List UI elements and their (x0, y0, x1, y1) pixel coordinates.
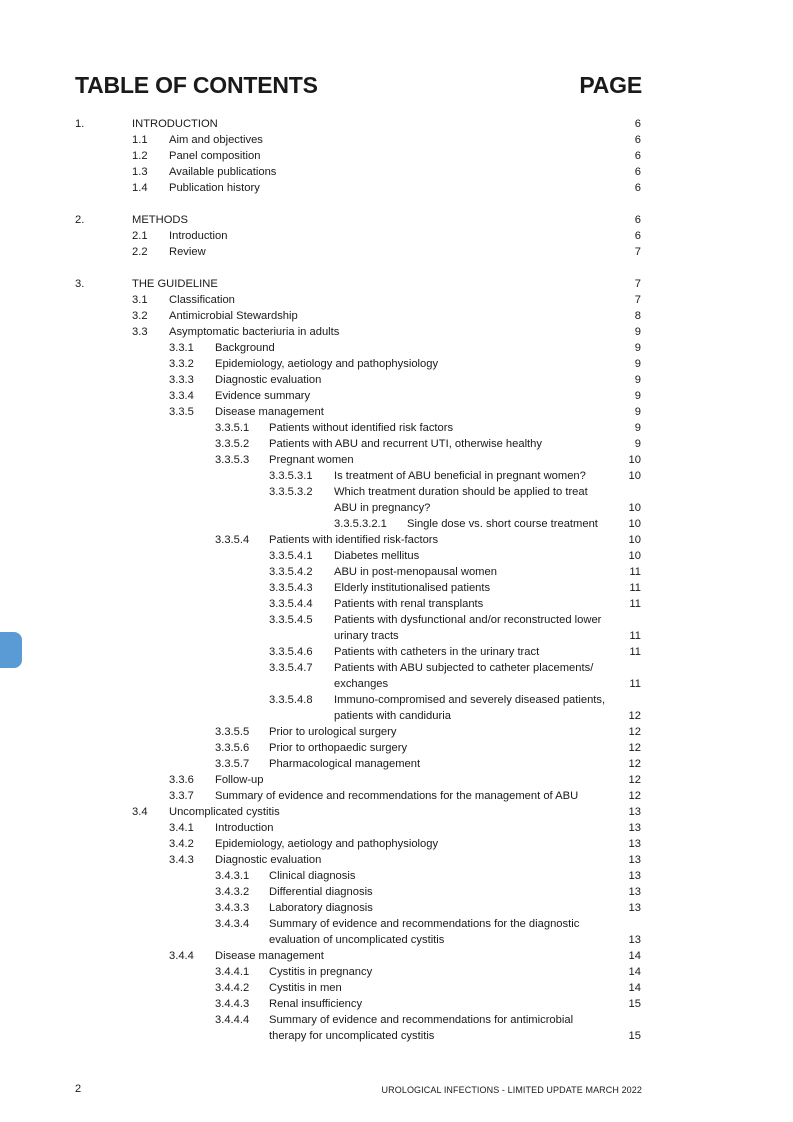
toc-entry-number: 3.4.2 (169, 838, 194, 850)
toc-entry-number: 1.4 (132, 182, 148, 194)
toc-entry[interactable] (0, 996, 793, 1012)
toc-entry-page: 15 (628, 998, 641, 1010)
toc-entry-number: 3.3.5.3.2.1 (334, 518, 387, 530)
toc-entry-number: 3.3.5.4 (215, 534, 250, 546)
toc-entry[interactable] (0, 452, 793, 468)
toc-entry[interactable] (0, 868, 793, 884)
toc-entry-number: 3.4.3.1 (215, 870, 250, 882)
toc-entry[interactable] (0, 628, 793, 644)
toc-entry-page: 9 (634, 406, 641, 418)
toc-entry-number: 3.4.1 (169, 822, 194, 834)
toc-entry-number: 3.3.5 (169, 406, 194, 418)
toc-entry-title: Prior to orthopaedic surgery (269, 742, 408, 754)
toc-entry[interactable] (0, 660, 793, 676)
toc-entry-title: INTRODUCTION (132, 118, 218, 130)
toc-entry-title: Introduction (215, 822, 274, 834)
toc-entry-page: 9 (634, 326, 641, 338)
toc-entry[interactable] (0, 356, 793, 372)
toc-entry[interactable] (0, 980, 793, 996)
toc-entry[interactable] (0, 596, 793, 612)
toc-entry-title: Patients with renal transplants (334, 598, 484, 610)
toc-entry-number: 3.3.6 (169, 774, 194, 786)
toc-entry[interactable] (0, 740, 793, 756)
toc-entry-title: Aim and objectives (169, 134, 263, 146)
toc-entry-page: 8 (634, 310, 641, 322)
toc-entry-title: Diabetes mellitus (334, 550, 420, 562)
toc-entry-page: 12 (628, 774, 641, 786)
toc-entry-page: 13 (628, 870, 641, 882)
toc-entry-title: Patients with ABU subjected to catheter placements/ (334, 662, 594, 674)
toc-entry[interactable] (0, 516, 793, 532)
toc-entry-title: Epidemiology, aetiology and pathophysiology (215, 358, 439, 370)
toc-entry-number: 3.3.5.4.7 (269, 662, 313, 674)
toc-entry[interactable] (0, 820, 793, 836)
toc-entry-number: 3.3.5.3 (215, 454, 250, 466)
toc-entry-page: 7 (634, 294, 641, 306)
toc-entry[interactable] (0, 644, 793, 660)
toc-entry[interactable] (0, 804, 793, 820)
toc-entry[interactable] (0, 308, 793, 324)
toc-entry-number: 3.4.3 (169, 854, 194, 866)
toc-entry-number: 1.2 (132, 150, 148, 162)
toc-entry-page: 9 (634, 438, 641, 450)
toc-entry[interactable] (0, 148, 793, 164)
toc-entry-number: 3.1 (132, 294, 148, 306)
toc-entry-title: Differential diagnosis (269, 886, 373, 898)
toc-entry-title: exchanges (334, 678, 389, 690)
toc-entry[interactable] (0, 724, 793, 740)
toc-entry-page: 7 (634, 246, 641, 258)
toc-entry-page: 11 (629, 566, 641, 578)
toc-entry-title: Patients with identified risk-factors (269, 534, 439, 546)
toc-entry-title: patients with candiduria (334, 710, 451, 722)
toc-entry-number: 3.3.5.4.6 (269, 646, 313, 658)
toc-entry-number: 2. (75, 214, 85, 226)
toc-entry-number: 3.4 (132, 806, 148, 818)
toc-entry-title: Introduction (169, 230, 228, 242)
toc-entry-title: Pharmacological management (269, 758, 421, 770)
toc-entry-title: Follow-up (215, 774, 264, 786)
toc-entry-title: Patients with ABU and recurrent UTI, otherwise healthy (269, 438, 542, 450)
toc-entry[interactable] (0, 932, 793, 948)
toc-entry-number: 3.3.5.4.1 (269, 550, 313, 562)
toc-entry[interactable] (0, 580, 793, 596)
footer-page-number: 2 (75, 1083, 82, 1095)
page-column-heading: PAGE (579, 72, 642, 98)
toc-entry-title: Summary of evidence and recommendations for the diagnostic (269, 918, 580, 930)
toc-entry-number: 3.3 (132, 326, 148, 338)
toc-entry[interactable] (0, 212, 793, 228)
toc-entry-number: 2.1 (132, 230, 148, 242)
toc-entry-page: 9 (634, 374, 641, 386)
toc-entry-page: 7 (634, 278, 641, 290)
toc-entry[interactable] (0, 340, 793, 356)
toc-entry-page: 10 (628, 534, 641, 546)
toc-entry-page: 13 (628, 902, 641, 914)
toc-entry[interactable] (0, 836, 793, 852)
toc-entry-page: 13 (628, 806, 641, 818)
toc-entry-title: urinary tracts (334, 630, 399, 642)
toc-entry-number: 3.3.5.7 (215, 758, 250, 770)
toc-entry-number: 3.3.5.4.2 (269, 566, 313, 578)
toc-entry-page: 6 (634, 230, 641, 242)
toc-entry-title: Prior to urological surgery (269, 726, 397, 738)
toc-entry-page: 6 (634, 150, 641, 162)
toc-entry-page: 6 (634, 182, 641, 194)
toc-entry-page: 12 (628, 758, 641, 770)
toc-entry[interactable] (0, 948, 793, 964)
toc-entry-number: 3.3.5.2 (215, 438, 250, 450)
toc-entry-page: 6 (634, 214, 641, 226)
toc-entry-title: Cystitis in men (269, 982, 342, 994)
toc-entry[interactable] (0, 788, 793, 804)
toc-entry-title: METHODS (132, 214, 188, 226)
toc-entry[interactable] (0, 964, 793, 980)
toc-entry-number: 3.4.3.4 (215, 918, 250, 930)
toc-entry-page: 9 (634, 422, 641, 434)
toc-entry[interactable] (0, 324, 793, 340)
toc-entry-title: Evidence summary (215, 390, 311, 402)
toc-entry[interactable] (0, 500, 793, 516)
toc-entry-page: 13 (628, 854, 641, 866)
toc-entry-number: 3.3.5.6 (215, 742, 250, 754)
toc-entry-page: 10 (628, 502, 641, 514)
toc-entry[interactable] (0, 164, 793, 180)
toc-entry-title: Elderly institutionalised patients (334, 582, 491, 594)
toc-entry-title: Cystitis in pregnancy (269, 966, 373, 978)
toc-entry-number: 3.3.3 (169, 374, 194, 386)
toc-entry-title: Diagnostic evaluation (215, 374, 322, 386)
toc-entry[interactable] (0, 372, 793, 388)
toc-entry-title: Summary of evidence and recommendations for antimicrobial (269, 1014, 574, 1026)
toc-entry-title: Diagnostic evaluation (215, 854, 322, 866)
toc-entry[interactable] (0, 548, 793, 564)
toc-entry[interactable] (0, 708, 793, 724)
toc-entry-number: 3. (75, 278, 85, 290)
toc-entry-number: 3.3.2 (169, 358, 194, 370)
toc-entry-title: Publication history (169, 182, 260, 194)
toc-entry[interactable] (0, 900, 793, 916)
toc-entry[interactable] (0, 132, 793, 148)
section-side-tab (0, 632, 22, 668)
toc-entry-number: 2.2 (132, 246, 148, 258)
toc-entry-page: 11 (629, 630, 641, 642)
toc-entry-page: 13 (628, 934, 641, 946)
toc-entry-number: 3.3.5.4.8 (269, 694, 313, 706)
toc-entry[interactable] (0, 916, 793, 932)
toc-entry-number: 3.3.5.4.4 (269, 598, 313, 610)
toc-entry-page: 12 (628, 710, 641, 722)
toc-entry[interactable] (0, 388, 793, 404)
toc-entry-title: Epidemiology, aetiology and pathophysiology (215, 838, 439, 850)
toc-entry-number: 3.3.5.3.1 (269, 470, 313, 482)
toc-entry[interactable] (0, 884, 793, 900)
toc-entry-number: 1.1 (132, 134, 148, 146)
toc-entry-number: 3.4.4.1 (215, 966, 250, 978)
toc-entry-title: Patients with dysfunctional and/or reconstructed lower (334, 614, 602, 626)
toc-entry-number: 1.3 (132, 166, 148, 178)
toc-entry[interactable] (0, 468, 793, 484)
toc-entry-page: 6 (634, 118, 641, 130)
toc-entry-title: Which treatment duration should be applied to treat (334, 486, 588, 498)
toc-entry-title: therapy for uncomplicated cystitis (269, 1030, 435, 1042)
toc-entry-page: 6 (634, 166, 641, 178)
toc-entry[interactable] (0, 244, 793, 260)
toc-entry-page: 10 (628, 518, 641, 530)
toc-entry-number: 3.3.1 (169, 342, 194, 354)
toc-entry-page: 10 (628, 550, 641, 562)
toc-entry-title: Laboratory diagnosis (269, 902, 373, 914)
toc-entry-page: 6 (634, 134, 641, 146)
toc-entry[interactable] (0, 692, 793, 708)
toc-entry-title: Renal insufficiency (269, 998, 363, 1010)
toc-entry-page: 14 (628, 966, 641, 978)
toc-entry-title: evaluation of uncomplicated cystitis (269, 934, 445, 946)
toc-entry-title: Background (215, 342, 275, 354)
toc-entry-number: 3.4.3.2 (215, 886, 250, 898)
toc-entry-title: Single dose vs. short course treatment (407, 518, 598, 530)
toc-entry[interactable] (0, 404, 793, 420)
toc-entry-title: Patients with catheters in the urinary tract (334, 646, 540, 658)
toc-entry-page: 12 (628, 790, 641, 802)
toc-entry-number: 3.4.3.3 (215, 902, 250, 914)
toc-entry-page: 11 (629, 582, 641, 594)
toc-entry-title: Review (169, 246, 206, 258)
toc-entry[interactable] (0, 420, 793, 436)
toc-entry-number: 3.2 (132, 310, 148, 322)
toc-entry-page: 14 (628, 982, 641, 994)
toc-entry-page: 11 (629, 646, 641, 658)
toc-entry-title: Immuno-compromised and severely diseased patients, (334, 694, 606, 706)
toc-entry-title: Panel composition (169, 150, 261, 162)
toc-entry[interactable] (0, 1012, 793, 1028)
toc-entry-number: 3.3.5.4.5 (269, 614, 313, 626)
toc-entry-number: 3.3.7 (169, 790, 194, 802)
toc-entry-page: 15 (628, 1030, 641, 1042)
toc-entry-number: 3.3.5.1 (215, 422, 250, 434)
toc-entry-page: 14 (628, 950, 641, 962)
toc-entry-number: 3.3.4 (169, 390, 194, 402)
toc-entry-title: Disease management (215, 406, 324, 418)
toc-entry-title: Patients without identified risk factors (269, 422, 454, 434)
toc-entry[interactable] (0, 484, 793, 500)
toc-entry[interactable] (0, 276, 793, 292)
toc-entry[interactable] (0, 1028, 793, 1044)
toc-entry-title: Is treatment of ABU beneficial in pregnant women? (334, 470, 586, 482)
toc-entry-title: Uncomplicated cystitis (169, 806, 280, 818)
toc-entry-number: 3.4.4 (169, 950, 194, 962)
footer-running-title: UROLOGICAL INFECTIONS - LIMITED UPDATE MARCH 2022 (381, 1085, 642, 1095)
toc-entry-number: 3.4.4.3 (215, 998, 250, 1010)
page-title: TABLE OF CONTENTS (75, 72, 318, 98)
toc-entry-page: 12 (628, 742, 641, 754)
toc-entry-page: 9 (634, 358, 641, 370)
toc-entry-page: 10 (628, 470, 641, 482)
toc-entry[interactable] (0, 116, 793, 132)
toc-entry-number: 1. (75, 118, 85, 130)
toc-entry-title: Available publications (169, 166, 277, 178)
toc-entry-page: 9 (634, 390, 641, 402)
toc-entry-page: 11 (629, 678, 641, 690)
toc-entry[interactable] (0, 180, 793, 196)
toc-entry-page: 13 (628, 822, 641, 834)
toc-entry-title: THE GUIDELINE (132, 278, 218, 290)
toc-entry[interactable] (0, 612, 793, 628)
toc-entry-page: 13 (628, 838, 641, 850)
toc-entry[interactable] (0, 852, 793, 868)
toc-entry-title: Summary of evidence and recommendations for the management of ABU (215, 790, 579, 802)
toc-entry-number: 3.3.5.3.2 (269, 486, 313, 498)
toc-entry-number: 3.4.4.2 (215, 982, 250, 994)
toc-entry-page: 10 (628, 454, 641, 466)
toc-entry-title: Classification (169, 294, 235, 306)
toc-entry-number: 3.3.5.5 (215, 726, 250, 738)
toc-entry-page: 13 (628, 886, 641, 898)
toc-entry-number: 3.4.4.4 (215, 1014, 250, 1026)
toc-entry-number: 3.3.5.4.3 (269, 582, 313, 594)
toc-entry[interactable] (0, 228, 793, 244)
toc-entry-title: Disease management (215, 950, 324, 962)
toc-entry[interactable] (0, 756, 793, 772)
toc-entry-page: 12 (628, 726, 641, 738)
toc-entry-title: ABU in post-menopausal women (334, 566, 497, 578)
toc-entry-page: 11 (629, 598, 641, 610)
toc-entry-page: 9 (634, 342, 641, 354)
toc-entry-title: Asymptomatic bacteriuria in adults (169, 326, 340, 338)
toc-entry[interactable] (0, 676, 793, 692)
toc-entry-title: Antimicrobial Stewardship (169, 310, 298, 322)
toc-entry[interactable] (0, 772, 793, 788)
toc-entry-title: Pregnant women (269, 454, 354, 466)
toc-entry[interactable] (0, 564, 793, 580)
toc-entry-title: ABU in pregnancy? (334, 502, 431, 514)
toc-entry[interactable] (0, 292, 793, 308)
toc-entry[interactable] (0, 532, 793, 548)
toc-entry-title: Clinical diagnosis (269, 870, 356, 882)
toc-entry[interactable] (0, 436, 793, 452)
